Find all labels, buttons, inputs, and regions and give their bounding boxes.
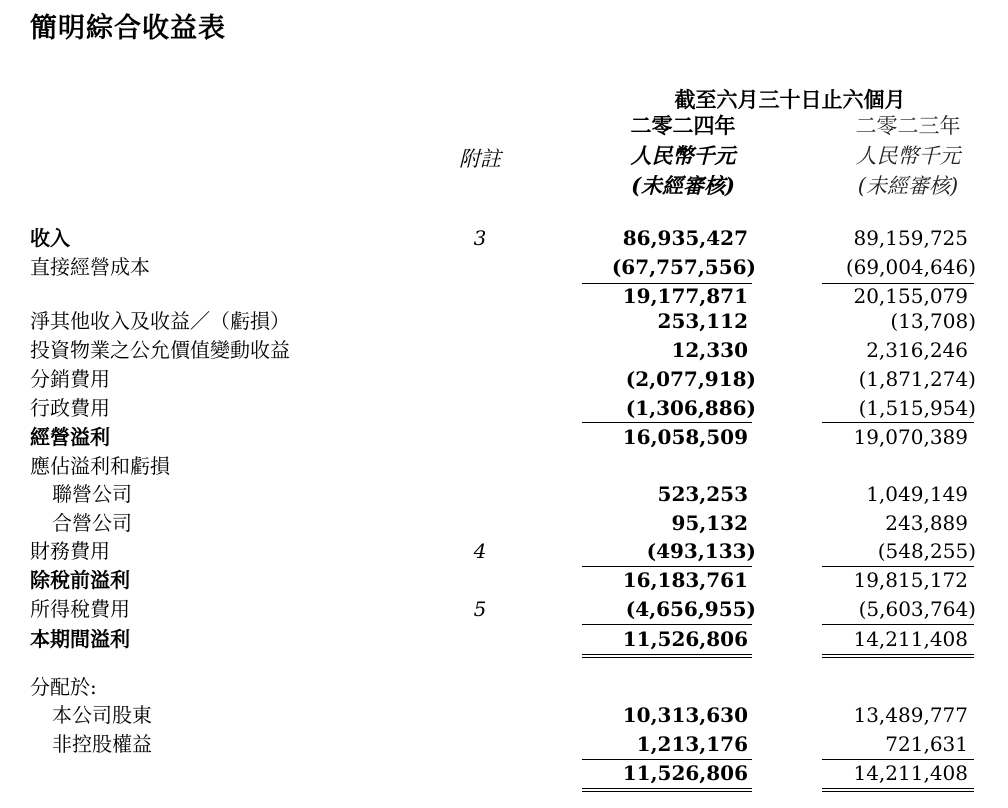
row-label: 收入 <box>30 226 70 250</box>
previous-value: 14,211,408 <box>853 627 968 651</box>
row-label: 所得稅費用 <box>30 597 130 621</box>
previous-value: (548,255) <box>877 539 976 563</box>
current-period-header <box>563 111 803 201</box>
previous-value: 2,316,246 <box>866 338 968 362</box>
current-value: 16,058,509 <box>622 425 748 449</box>
row-note: 4 <box>473 539 487 563</box>
statement-row <box>0 452 1008 481</box>
allocation-label: 分配於: <box>30 675 97 699</box>
current-value: 95,132 <box>671 511 748 535</box>
row-label: 非控股權益 <box>52 732 152 756</box>
statement-row <box>0 595 1008 624</box>
current-unit: 人民幣千元 <box>630 143 736 168</box>
previous-value: (13,708) <box>890 309 976 333</box>
row-label: 財務費用 <box>30 539 110 563</box>
statement-row <box>0 365 1008 394</box>
previous-value: 19,070,389 <box>853 425 968 449</box>
row-label: 除稅前溢利 <box>30 568 130 592</box>
previous-value: 89,159,725 <box>853 226 968 250</box>
current-value: 12,330 <box>671 338 748 362</box>
row-label: 行政費用 <box>30 396 110 420</box>
current-value: 253,112 <box>657 309 748 333</box>
current-value: 1,213,176 <box>636 732 748 756</box>
previous-value: (1,871,274) <box>858 367 976 391</box>
allocation-heading-row <box>0 673 1008 702</box>
statement-row <box>0 625 1008 654</box>
total-double-rule <box>582 788 752 792</box>
row-note: 5 <box>473 597 487 621</box>
allocation-row <box>0 730 1008 759</box>
note-column-header: 附註 <box>459 147 501 171</box>
row-label: 合營公司 <box>52 511 132 535</box>
current-audit-status: (未經審核) <box>631 173 735 198</box>
previous-year: 二零二三年 <box>855 114 961 138</box>
row-label: 聯營公司 <box>52 482 132 506</box>
statement-row <box>0 224 1008 253</box>
row-label: 應佔溢利和虧損 <box>30 454 170 478</box>
previous-value: 13,489,777 <box>853 703 968 727</box>
current-year: 二零二四年 <box>630 113 736 138</box>
statement-title: 簡明綜合收益表 <box>30 13 226 44</box>
row-note: 3 <box>473 226 487 250</box>
statement-row <box>0 336 1008 365</box>
current-value: (493,133) <box>646 539 756 563</box>
statement-row <box>0 423 1008 452</box>
current-value: 10,313,630 <box>622 703 748 727</box>
previous-period-header <box>788 111 1008 201</box>
row-label: 經營溢利 <box>30 425 110 449</box>
current-value: 11,526,806 <box>622 761 748 785</box>
current-value: (4,656,955) <box>625 597 756 621</box>
total-double-rule <box>822 788 974 792</box>
current-value: (67,757,556) <box>611 255 756 279</box>
row-label: 直接經營成本 <box>30 255 150 279</box>
previous-value: (1,515,954) <box>858 396 976 420</box>
total-double-rule <box>582 654 752 658</box>
row-label: 淨其他收入及收益／（虧損） <box>30 309 290 333</box>
current-value: (1,306,886) <box>625 396 756 420</box>
statement-row <box>0 394 1008 423</box>
current-value: 11,526,806 <box>622 627 748 651</box>
previous-audit-status: (未經審核) <box>857 174 959 198</box>
row-label: 本期間溢利 <box>30 627 130 651</box>
row-label: 本公司股東 <box>52 703 152 727</box>
current-value: 86,935,427 <box>622 226 748 250</box>
previous-value: 243,889 <box>885 511 968 535</box>
total-double-rule <box>822 654 974 658</box>
previous-value: 20,155,079 <box>853 284 968 308</box>
previous-value: 14,211,408 <box>853 761 968 785</box>
statement-row <box>0 566 1008 595</box>
statement-row <box>0 509 1008 538</box>
previous-value: (5,603,764) <box>858 597 976 621</box>
row-label: 分銷費用 <box>30 367 110 391</box>
current-value: 16,183,761 <box>622 568 748 592</box>
statement-row <box>0 480 1008 509</box>
period-header: 截至六月三十日止六個月 <box>674 87 906 112</box>
previous-value: 721,631 <box>885 732 968 756</box>
previous-unit: 人民幣千元 <box>855 144 961 168</box>
allocation-row <box>0 759 1008 788</box>
previous-value: 1,049,149 <box>866 482 968 506</box>
statement-row <box>0 253 1008 282</box>
current-value: 523,253 <box>657 482 748 506</box>
previous-value: (69,004,646) <box>845 255 976 279</box>
current-value: 19,177,871 <box>622 284 748 308</box>
allocation-row <box>0 701 1008 730</box>
statement-row <box>0 307 1008 336</box>
row-label: 投資物業之公允價值變動收益 <box>30 338 290 362</box>
previous-value: 19,815,172 <box>853 568 968 592</box>
statement-row <box>0 537 1008 566</box>
current-value: (2,077,918) <box>625 367 756 391</box>
